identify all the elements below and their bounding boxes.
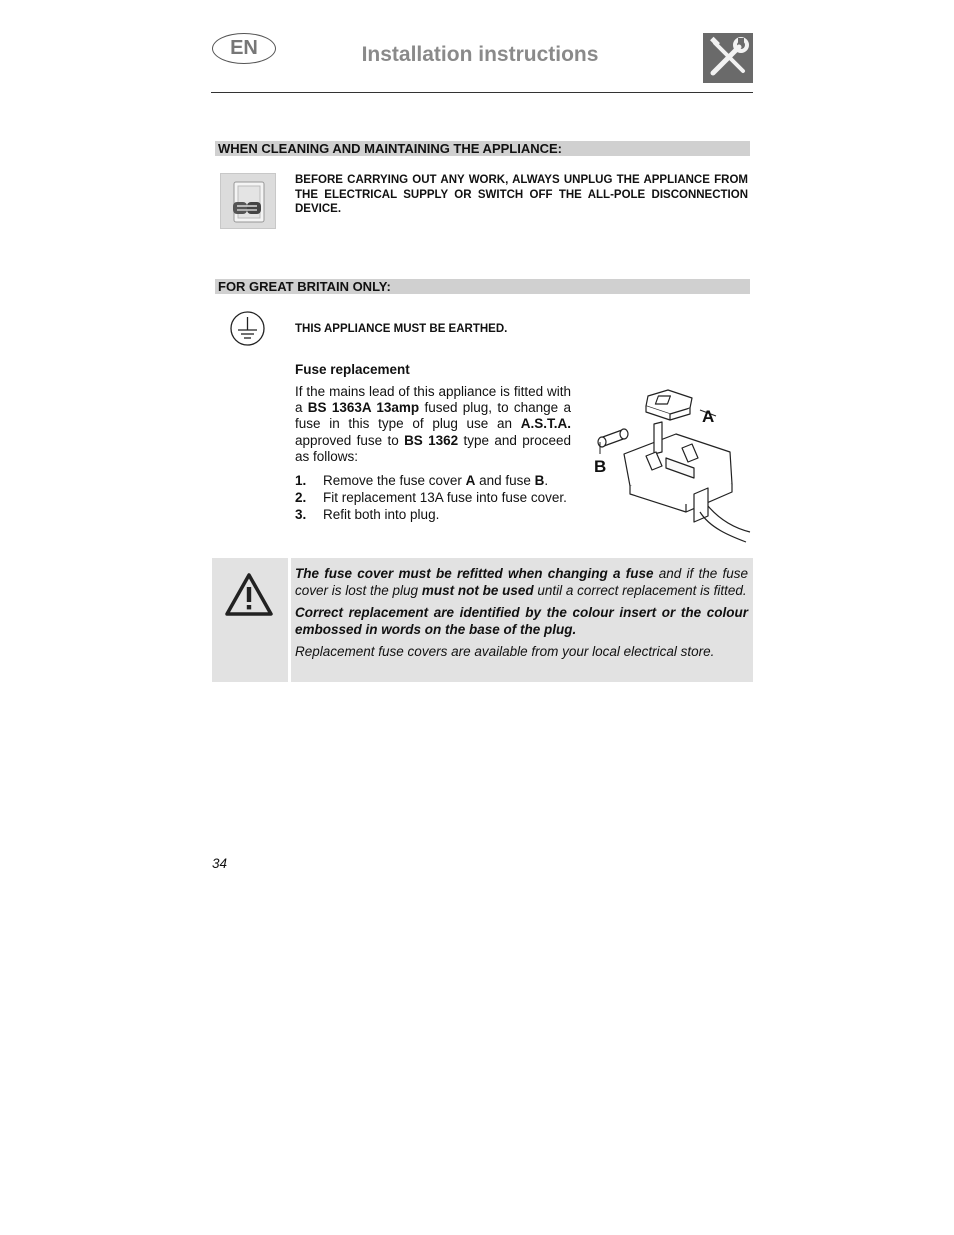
list-item xyxy=(295,473,571,489)
list-item xyxy=(295,507,571,523)
section-heading-cleaning: WHEN CLEANING AND MAINTAINING THE APPLIANCE: xyxy=(215,141,750,156)
fuse-replacement-heading: Fuse replacement xyxy=(295,362,410,377)
warning-paragraph: Replacement fuse covers are available from your local electrical store. xyxy=(295,644,715,659)
step-text: Fit replacement 13A fuse into fuse cover. xyxy=(323,490,567,506)
step-number: 2. xyxy=(295,490,307,506)
page-title: Installation instructions xyxy=(361,43,599,66)
section-heading-great-britain: FOR GREAT BRITAIN ONLY: xyxy=(215,279,750,294)
step-text: Refit both into plug. xyxy=(323,507,440,523)
list-item xyxy=(295,490,571,506)
earth-icon xyxy=(230,311,265,346)
warning-paragraph: Correct replacement are identified by the colour insert or the colour embossed in words on the base of the plug. xyxy=(295,605,748,637)
label-b: B xyxy=(594,457,607,476)
warning-text xyxy=(295,566,748,667)
plug-diagram xyxy=(590,386,754,544)
wall-socket-icon xyxy=(220,173,276,229)
step-number: 1. xyxy=(295,473,307,488)
warning-triangle-icon xyxy=(224,572,274,618)
page-number: 34 xyxy=(212,856,228,871)
step-number: 3. xyxy=(295,507,307,523)
unplug-warning-text: BEFORE CARRYING OUT ANY WORK, ALWAYS UNPLUG THE APPLIANCE FROM THE ELECTRICAL SUPPLY OR SWITCH OFF THE ALL-POLE DISCONNECTION DEVICE. xyxy=(295,174,748,215)
tools-icon xyxy=(703,33,753,83)
step-text: Remove the fuse cover A and fuse B. xyxy=(323,473,549,488)
earthed-notice: THIS APPLIANCE MUST BE EARTHED. xyxy=(295,323,508,335)
language-badge xyxy=(212,33,276,64)
fuse-intro-paragraph: If the mains lead of this appliance is fitted with a BS 1363A 13amp fused plug, to change a fuse in this type of plug use an A.S.T.A. approved fuse to BS 1362 type and proceed as follows: xyxy=(295,384,571,464)
warning-icon-panel xyxy=(212,558,288,682)
header-divider xyxy=(211,92,753,93)
warning-paragraph: The fuse cover must be refitted when changing a fuse and if the fuse cover is lost the plug must not be used until a correct replacement is fitted. xyxy=(295,566,749,598)
language-code: EN xyxy=(230,37,258,59)
fuse-steps-list xyxy=(295,473,571,525)
label-a: A xyxy=(702,407,715,426)
